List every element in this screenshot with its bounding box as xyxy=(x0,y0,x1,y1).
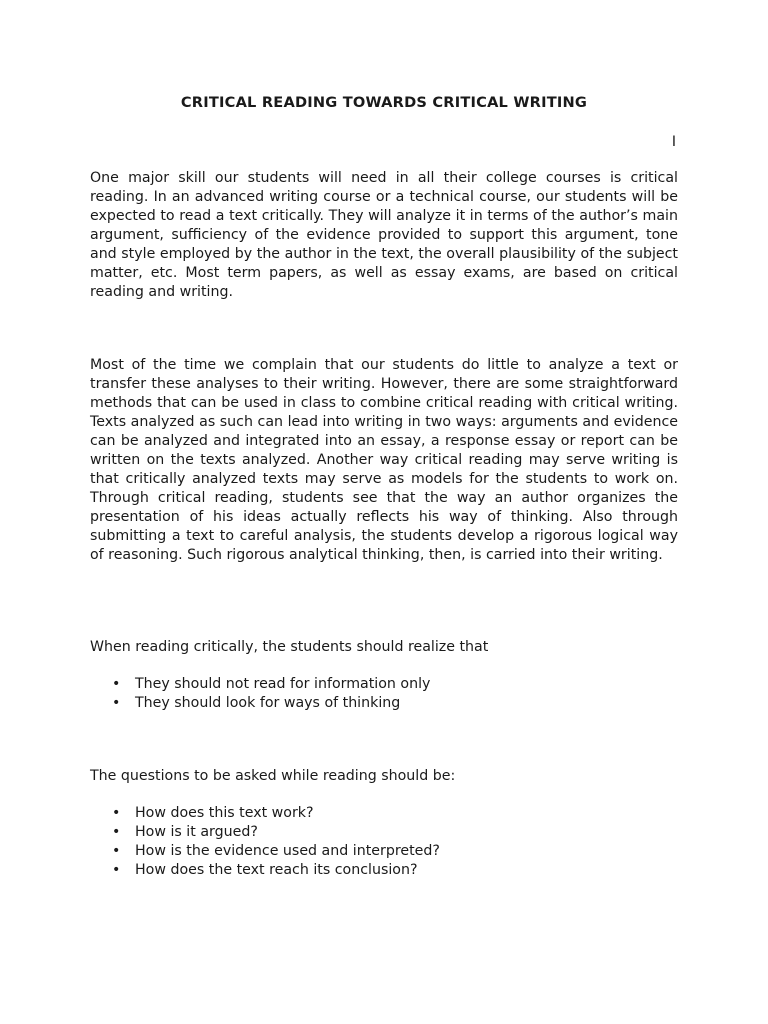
list-item xyxy=(112,861,440,880)
realize-intro: When reading critically, the students should realize that xyxy=(90,639,489,655)
realize-list xyxy=(112,675,430,713)
list-item-text: They should look for ways of thinking xyxy=(135,695,401,711)
list-item-text: They should not read for information only xyxy=(135,676,431,692)
bullet-icon: • xyxy=(112,695,121,711)
bullet-icon: • xyxy=(112,805,121,821)
bullet-icon: • xyxy=(112,862,121,878)
paragraph-combining-reading-writing: Most of the time we complain that our students do little to analyze a text or transfer these analyses to their writing. However, there are some straightforward methods that can be used in class to combine critical reading with critical writing. Texts analyzed as such can lead into writing in two ways: arguments and evidence can be analyzed and integrated into an essay, a response essay or report can be written on the texts analyzed. Another way critical reading may serve writing is that critically analyzed texts may serve as models for the students to work on. Through critical reading, students see that the way an author organizes the presentation of his ideas actually reflects his way of thinking. Also through submitting a text to careful analysis, the students develop a rigorous logical way of reasoning. Such rigorous analytical thinking, then, is carried into their writing. xyxy=(90,357,678,563)
list-item xyxy=(112,823,440,842)
bullet-icon: • xyxy=(112,676,121,692)
questions-list xyxy=(112,804,440,880)
bullet-icon: • xyxy=(112,843,121,859)
list-item-text: How does the text reach its conclusion? xyxy=(135,862,418,878)
list-item xyxy=(112,694,430,713)
document-title: CRITICAL READING TOWARDS CRITICAL WRITING xyxy=(180,94,588,111)
list-item-text: How is it argued? xyxy=(135,824,258,840)
list-item-text: How is the evidence used and interpreted? xyxy=(135,843,440,859)
list-item xyxy=(112,842,440,861)
paragraph-critical-reading-skill: One major skill our students will need in all their college courses is critical reading. In an advanced writing course or a technical course, our students will be expected to read a text critically. They will analyze it in terms of the author’s main argument, sufficiency of the evidence provided to support this argument, tone and style employed by the author in the text, the overall plausibility of the subject matter, etc. Most term papers, as well as essay exams, are based on critical reading and writing. xyxy=(90,170,678,300)
bullet-icon: • xyxy=(112,824,121,840)
page-marker: I xyxy=(671,134,676,150)
list-item xyxy=(112,804,440,823)
questions-intro: The questions to be asked while reading should be: xyxy=(90,768,456,784)
list-item-text: How does this text work? xyxy=(135,805,314,821)
list-item xyxy=(112,675,430,694)
